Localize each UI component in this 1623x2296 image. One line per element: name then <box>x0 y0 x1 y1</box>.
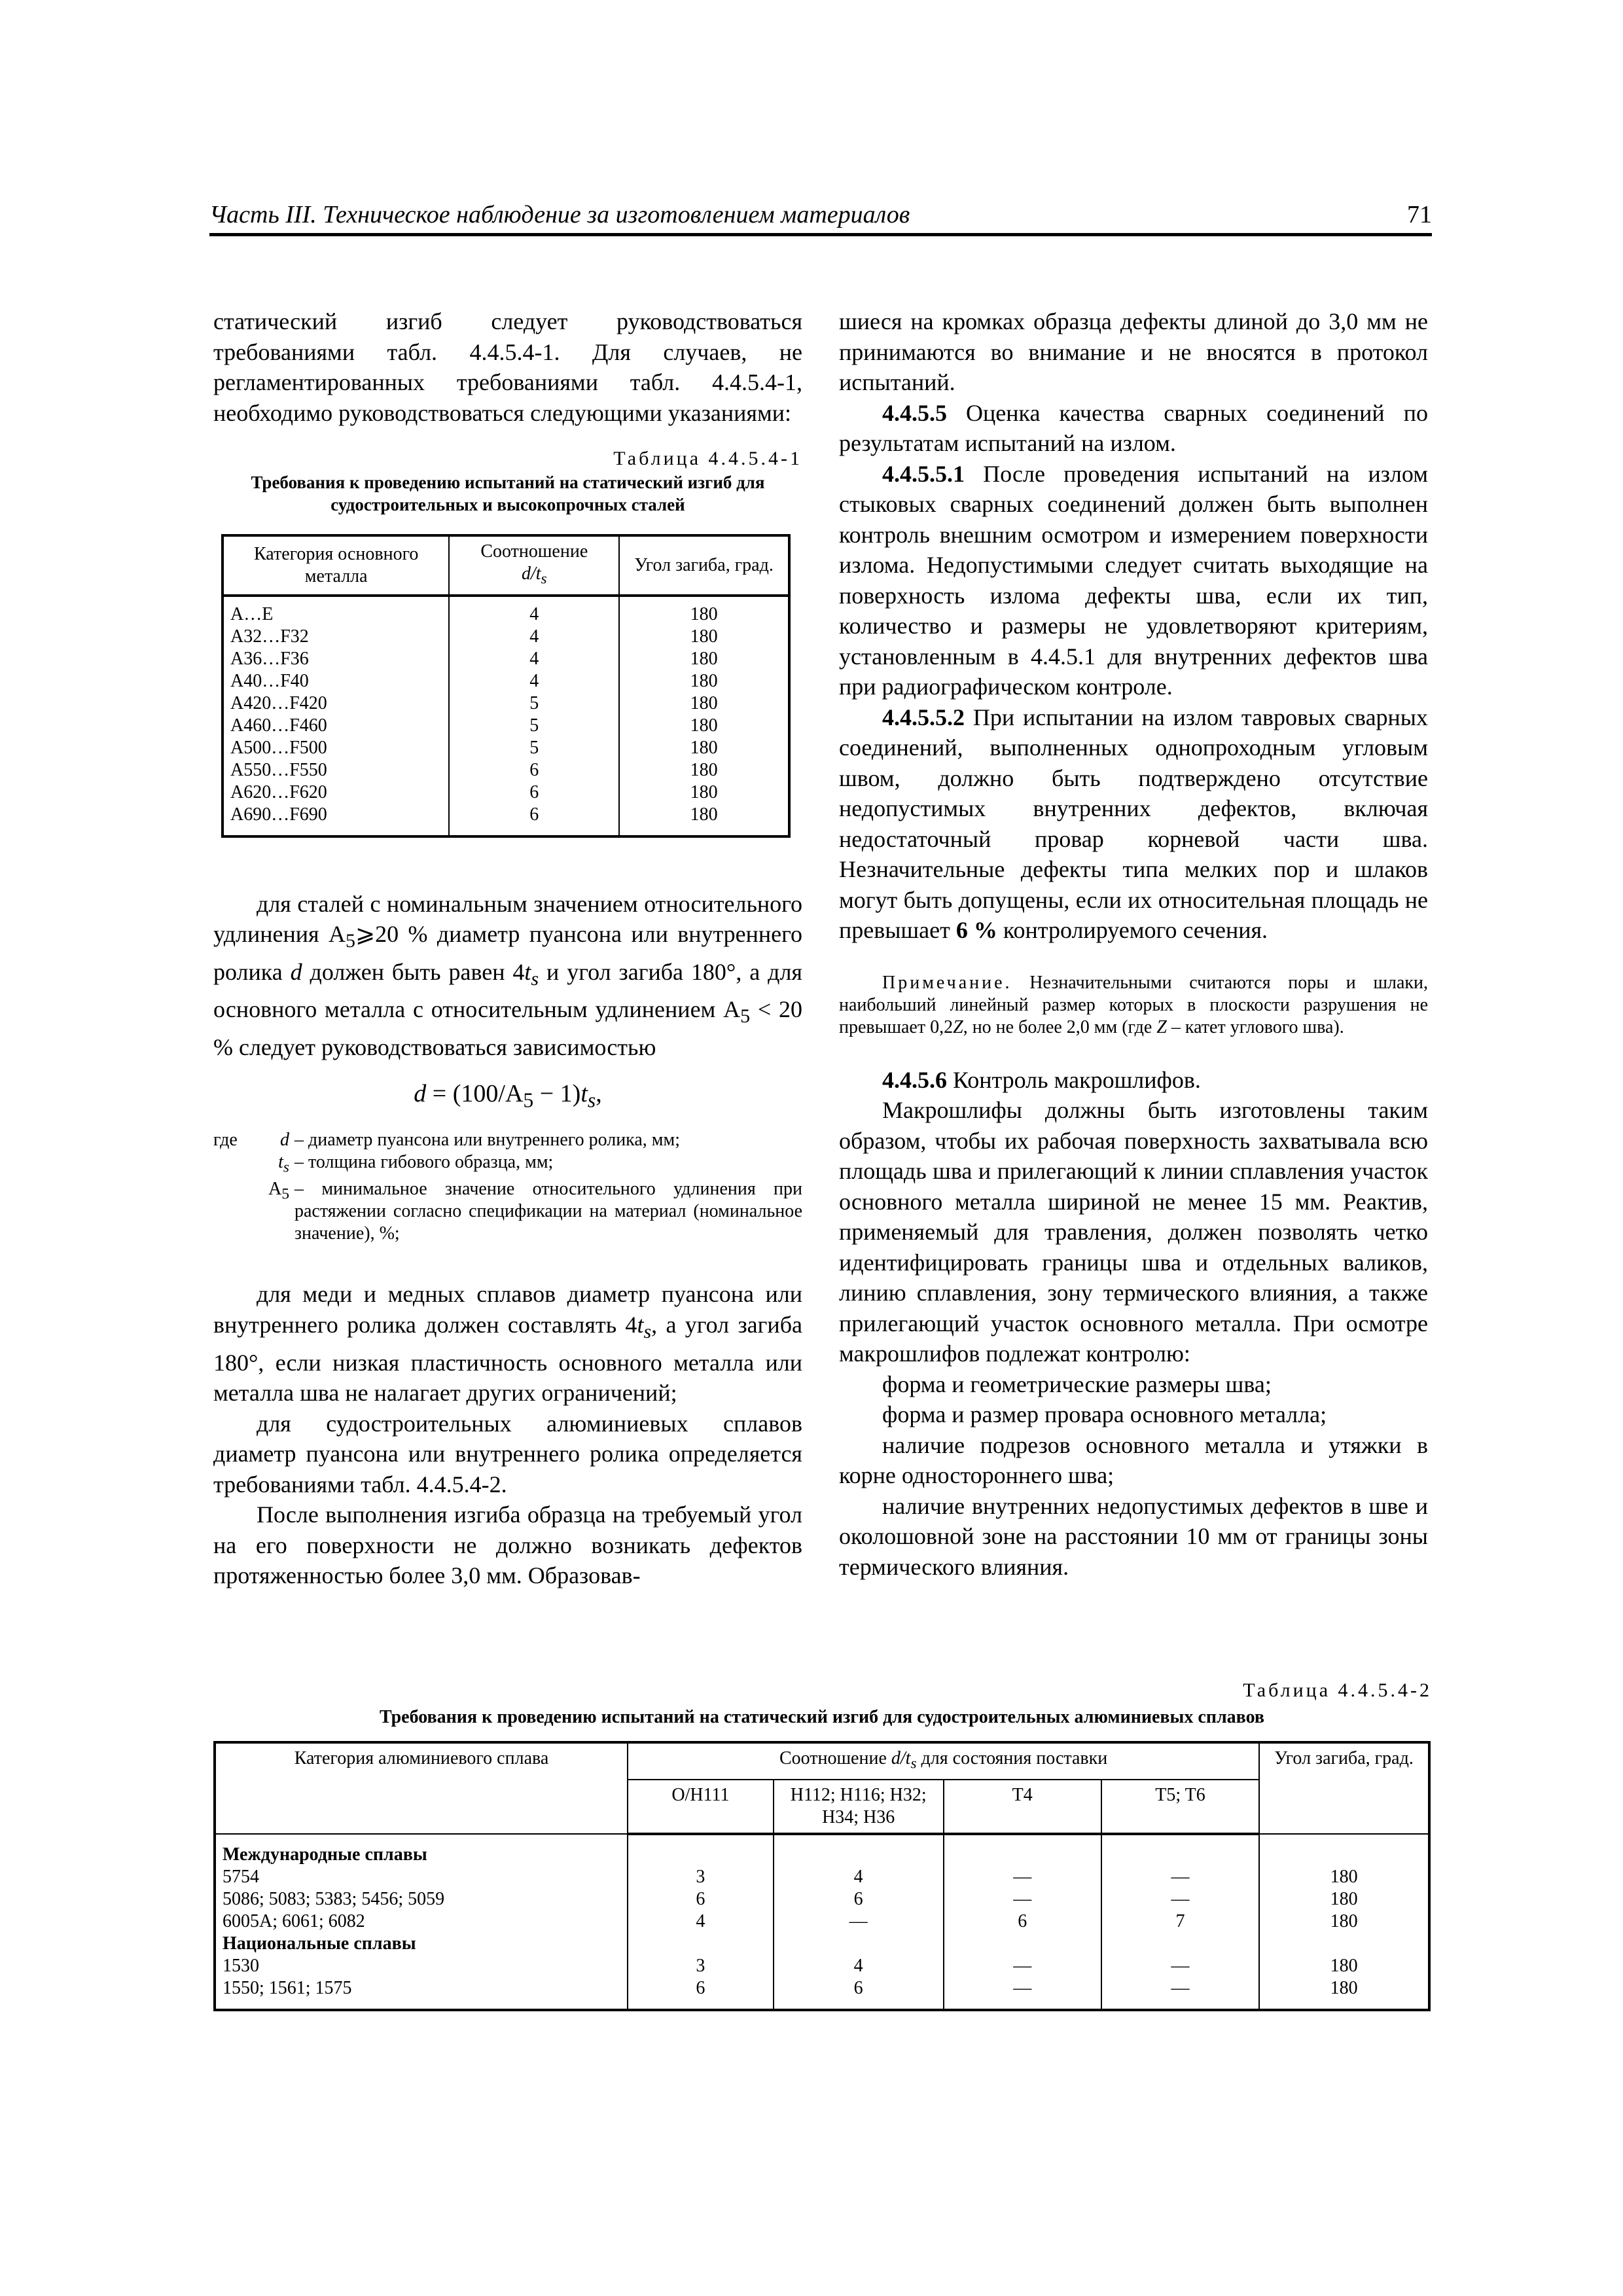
section-number: 4.4.5.5 <box>882 399 947 426</box>
definition-label <box>213 1151 260 1179</box>
table-cell: 4 <box>449 648 619 670</box>
table-cell: — <box>944 1955 1101 1977</box>
list-item: наличие внутренних недопустимых дефектов в шве и околошовной зоне на расстоянии 10 мм от границы зоны термического влияния. <box>839 1492 1428 1580</box>
table-row <box>223 737 789 759</box>
section-text: контролируемого сечения. <box>997 917 1268 943</box>
table2-title: Требования к проведению испытаний на статический изгиб для судостроительных алюминиевых сплавов <box>379 1707 1265 1727</box>
table-row <box>223 715 789 737</box>
formula-part: t <box>580 1079 588 1107</box>
table-cell: 180 <box>1259 1977 1429 2010</box>
table-cell: 4 <box>449 670 619 692</box>
table2-caption: Таблица 4.4.5.4-2 <box>1243 1679 1432 1701</box>
table-cell: 6 <box>774 1977 944 2010</box>
table1-header-ratio <box>449 535 619 596</box>
table-cell: 4 <box>774 1866 944 1888</box>
table-cell: 180 <box>619 715 789 737</box>
table-cell: 5754 <box>223 1866 259 1887</box>
table-cell: — <box>944 1977 1101 2010</box>
note-text: Незначительными считаются поры и шлаки, наибольший линейный размер которых в плоскости разрушения не превышает 0,2 <box>839 972 1428 1037</box>
table-cell: 5 <box>449 692 619 715</box>
table1-header-ratio-label: Соотношение <box>480 541 588 562</box>
subscript: 5 <box>281 1185 289 1203</box>
section-4-4-5-6 <box>839 1065 1428 1096</box>
section-4-4-5-5-1 <box>839 459 1428 702</box>
subscript: 5 <box>345 930 355 952</box>
table-cell: 6 <box>449 759 619 781</box>
table-cell: 4 <box>774 1955 944 1977</box>
table-cell: 5 <box>449 715 619 737</box>
definition-text: – минимальное значение относительного удлинения при растяжении согласно спецификации на материал (номинальное значение), %; <box>294 1179 802 1244</box>
note-text: – катет углового шва). <box>1166 1016 1344 1037</box>
list-item: наличие подрезов основного металла и утяжки в корне одностороннего шва; <box>839 1431 1428 1488</box>
section-4-4-5-5-2 <box>839 702 1428 946</box>
paragraph: После выполнения изгиба образца на требуемый угол на его поверхности не должно возникать дефектов протяженностью более 3,0 мм. Образовав- <box>213 1501 802 1589</box>
table-cell: A40…F40 <box>230 670 309 691</box>
table-cell: 4 <box>449 626 619 648</box>
table-cell: 3 <box>628 1866 774 1888</box>
table-cell: 4 <box>449 596 619 626</box>
subscript: 5 <box>740 1005 751 1028</box>
section-text: Контроль макрошлифов. <box>947 1066 1201 1093</box>
table2-subheader: H112; H116; H32; H34; H36 <box>774 1780 944 1834</box>
paragraph: статический изгиб следует руководствоваться требованиями табл. 4.4.5.4-1. Для случаев, не регламентированных требованиями табл. 4.4.5.4-1, необходимо руководствоваться следующими указаниями: <box>213 308 802 426</box>
table-row <box>223 626 789 648</box>
left-column <box>213 306 802 1591</box>
table1-header-ratio-subscript: s <box>541 570 547 588</box>
text-run: для меди и медных сплавов диаметр пуансона или внутреннего ролика должен составлять 4 <box>213 1281 802 1338</box>
table-cell: A690…F690 <box>230 804 327 825</box>
emphasis: 6 % <box>955 917 997 943</box>
table1-header-category: Категория основного металла <box>223 535 449 596</box>
note-label: Примечание. <box>882 972 1012 993</box>
formula <box>213 1079 802 1116</box>
header-text: Соотношение <box>779 1748 891 1768</box>
subscript: s <box>283 1158 289 1176</box>
table1 <box>221 534 791 838</box>
table-row <box>223 596 789 626</box>
list-item: форма и геометрические размеры шва; <box>882 1371 1272 1397</box>
table-row <box>215 1888 1429 1910</box>
table-cell: 180 <box>619 692 789 715</box>
text-run: должен быть равен 4 <box>302 958 525 985</box>
section-number: 4.4.5.5.2 <box>882 704 965 730</box>
table-cell: 5 <box>449 737 619 759</box>
table-cell: 5086; 5083; 5383; 5456; 5059 <box>223 1888 445 1909</box>
text-run: ⩾20 % диаметр пуансона или внутреннего ролика <box>213 921 802 985</box>
paragraph <box>213 889 802 1063</box>
symbol-t: t <box>637 1311 644 1338</box>
table-cell: A420…F420 <box>230 692 327 713</box>
definition-symbol <box>260 1178 294 1245</box>
table-cell: — <box>1101 1955 1259 1977</box>
definition-label: где <box>213 1129 238 1150</box>
table-row <box>223 781 789 804</box>
formula-part: − 1) <box>533 1079 581 1107</box>
table-cell: 180 <box>619 670 789 692</box>
table-cell: 180 <box>619 648 789 670</box>
table-cell: 6005A; 6061; 6082 <box>223 1910 365 1931</box>
note-text: , но не более 2,0 мм (где <box>963 1016 1157 1037</box>
table-cell: 180 <box>1259 1866 1429 1888</box>
table2-body <box>215 1834 1429 2010</box>
table-cell: 6 <box>774 1888 944 1910</box>
table-cell: — <box>774 1910 944 1933</box>
table2-header-ratio <box>628 1742 1259 1780</box>
table-cell: A550…F550 <box>230 759 327 780</box>
table-cell: 180 <box>1259 1910 1429 1933</box>
definition-symbol <box>260 1151 294 1179</box>
table-row <box>223 759 789 781</box>
table-group-row <box>215 1933 1429 1955</box>
table1-body <box>223 596 789 836</box>
table-cell: 6 <box>628 1977 774 2010</box>
table-cell: — <box>944 1866 1101 1888</box>
table-row <box>215 1955 1429 1977</box>
table-cell: 1530 <box>223 1955 259 1976</box>
table-cell: A460…F460 <box>230 715 327 736</box>
table-cell: 4 <box>628 1910 774 1933</box>
definition-row <box>213 1129 802 1151</box>
table-cell: 3 <box>628 1955 774 1977</box>
symbol: A <box>268 1179 282 1200</box>
table2 <box>213 1741 1431 2011</box>
section-text: Оценка качества сварных соединений по результатам испытаний на излом. <box>839 399 1428 456</box>
group-label: Международные сплавы <box>223 1844 427 1865</box>
formula-part: d <box>414 1079 427 1107</box>
table-cell: 7 <box>1101 1910 1259 1933</box>
formula-part: , <box>596 1079 602 1107</box>
table-cell: 180 <box>619 596 789 626</box>
group-label: Национальные сплавы <box>223 1933 416 1954</box>
paragraph: для судостроительных алюминиевых сплавов диаметр пуансона или внутреннего ролика определяется требованиями табл. 4.4.5.4-2. <box>213 1410 802 1498</box>
table-cell: — <box>944 1888 1101 1910</box>
table-cell: 180 <box>619 781 789 804</box>
table-cell: 6 <box>944 1910 1101 1933</box>
formula-part: = (100/A <box>426 1079 524 1107</box>
table-cell: 6 <box>449 804 619 836</box>
table-row <box>215 1977 1429 2010</box>
page-header <box>209 196 1432 236</box>
table-cell: 180 <box>1259 1955 1429 1977</box>
table2-subheader: T4 <box>944 1780 1101 1834</box>
text-run: < 20 % следует руководствоваться зависимостью <box>213 996 802 1061</box>
paragraph: шиеся на кромках образца дефекты длиной до 3,0 мм не принимаются во внимание и не вносятся в протокол испытаний. <box>839 308 1428 395</box>
section-text: При испытании на излом тавровых сварных соединений, выполненных однопроходным угловым швом, должно быть подтверждено отсутствие недопустимых внутренних дефектов, включая недостаточный провар корневой части шва. Незначительные дефекты типа мелких пор и шлаков могут быть допущены, если их относительная площадь не превышает <box>839 704 1428 943</box>
table-row <box>223 670 789 692</box>
table-cell: A32…F32 <box>230 626 309 647</box>
table-cell: 180 <box>619 737 789 759</box>
section-4-4-5-5 <box>839 398 1428 459</box>
table1-title: Требования к проведению испытаний на статический изгиб для судостроительных и высокопрочных сталей <box>251 473 765 514</box>
paragraph: Макрошлифы должны быть изготовлены таким образом, чтобы их рабочая поверхность захватывала всю площадь шва и прилегающий к линии сплавления участок основного металла шириной не менее 15 мм. Реактив, применяемый для травления, должен позволять четко идентифицировать границы шва и отдельных валиков, линию сплавления, зону термического влияния, а также прилегающий участок основного металла. При осмотре макрошлифов подлежат контролю: <box>839 1097 1428 1367</box>
symbol: t <box>278 1151 283 1172</box>
table-cell: 180 <box>619 626 789 648</box>
subscript: s <box>531 967 539 990</box>
list-item: форма и размер провара основного металла; <box>882 1401 1327 1427</box>
table-cell: A…E <box>230 603 274 624</box>
table-row <box>223 804 789 836</box>
formula-definitions <box>213 1129 802 1246</box>
table-cell: 1550; 1561; 1575 <box>223 1977 352 1998</box>
header-text: для состояния поставки <box>916 1748 1108 1768</box>
page-number: 71 <box>1407 201 1432 228</box>
table1-caption: Таблица 4.4.5.4-1 <box>613 448 802 469</box>
symbol-d: d <box>290 958 302 985</box>
symbol-t: t <box>524 958 531 985</box>
symbol-z: Z <box>1156 1016 1167 1037</box>
table-row <box>223 692 789 715</box>
symbol: d <box>280 1129 289 1150</box>
definition-row <box>213 1151 802 1179</box>
section-number: 4.4.5.5.1 <box>882 460 965 487</box>
note <box>839 972 1428 1039</box>
table-group-row <box>215 1834 1429 1866</box>
paragraph <box>213 1279 802 1408</box>
header-title: Часть III. Техническое наблюдение за изготовлением материалов <box>209 201 910 228</box>
table-cell: 6 <box>628 1888 774 1910</box>
table-cell: 6 <box>449 781 619 804</box>
table1-header-angle: Угол загиба, град. <box>619 535 789 596</box>
table2-header-category: Категория алюминиевого сплава <box>215 1742 628 1834</box>
definition-row <box>213 1178 802 1245</box>
table-cell: — <box>1101 1977 1259 2010</box>
definition-symbol <box>260 1129 294 1151</box>
table-cell: 180 <box>1259 1888 1429 1910</box>
symbol-z: Z <box>953 1016 963 1037</box>
text-run: для сталей с номинальным значением относительного удлинения A <box>213 890 802 948</box>
table-row <box>223 648 789 670</box>
table-cell: — <box>1101 1888 1259 1910</box>
definition-label <box>213 1178 260 1245</box>
definition-text: – толщина гибового образца, мм; <box>294 1151 554 1172</box>
header-symbol: d/t <box>891 1748 911 1768</box>
table-cell: A36…F36 <box>230 648 309 669</box>
section-number: 4.4.5.6 <box>882 1066 947 1093</box>
table2-subheader: T5; T6 <box>1101 1780 1259 1834</box>
subscript: s <box>643 1321 652 1343</box>
table1-header-ratio-symbol: d/t <box>521 564 541 584</box>
right-column <box>839 306 1428 1582</box>
table-row <box>215 1866 1429 1888</box>
table2-subheader: O/H111 <box>628 1780 774 1834</box>
formula-subscript: s <box>587 1088 596 1112</box>
table-cell: 180 <box>619 759 789 781</box>
table-row <box>215 1910 1429 1933</box>
table-cell: A500…F500 <box>230 737 327 758</box>
definition-text: – диаметр пуансона или внутреннего ролика, мм; <box>294 1129 680 1150</box>
header-subscript: s <box>910 1755 917 1772</box>
table-cell: 180 <box>619 804 789 836</box>
table-cell: A620…F620 <box>230 781 327 802</box>
formula-subscript: 5 <box>523 1088 534 1112</box>
section-text: После проведения испытаний на излом стыковых сварных соединений должен быть выполнен контроль внешним осмотром и измерением поверхности излома. Недопустимыми следует считать выходящие на поверхность излома дефекты шва, если их тип, количество и размеры не удовлетворяют критериям, установленным в 4.4.5.1 для внутренних дефектов шва при радиографическом контроле. <box>839 460 1428 700</box>
table-cell: — <box>1101 1866 1259 1888</box>
text-run: , а угол загиба 180°, если низкая пластичность основного металла или металла шва не налагает других ограничений; <box>213 1311 802 1407</box>
table2-header-angle: Угол загиба, град. <box>1259 1742 1429 1834</box>
text-run: и угол загиба 180°, а для основного металла с относительным удлинением A <box>213 958 802 1023</box>
